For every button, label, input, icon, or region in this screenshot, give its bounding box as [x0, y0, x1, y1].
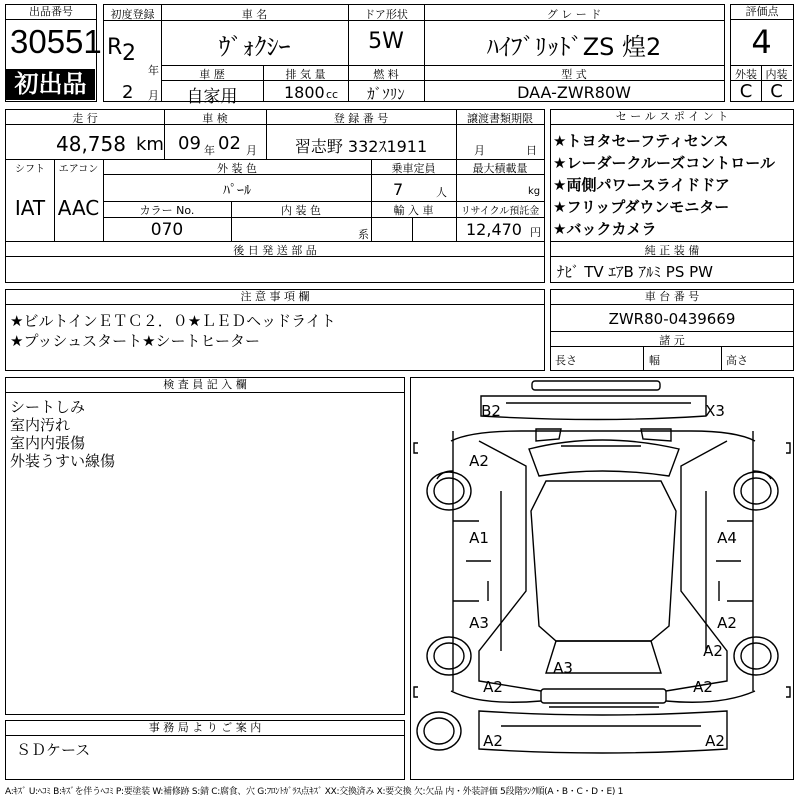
insp-year: 09 — [178, 133, 201, 154]
office-text: ＳＤケース — [16, 741, 91, 759]
grade-label: グ レ ー ド — [546, 8, 602, 21]
inspector-line-3: 室内内張傷 — [10, 434, 86, 452]
load-unit: kg — [528, 186, 541, 197]
inspection-label: 車 検 — [202, 112, 228, 125]
damage-mark: A2 — [469, 452, 489, 470]
score-value: 4 — [751, 23, 772, 61]
interior-label: 内装 — [765, 68, 788, 81]
notes-line-1: ★ビルトインＥＴＣ２．０★ＬＥＤヘッドライト — [10, 312, 336, 330]
equip-label: 純 正 装 備 — [644, 244, 700, 257]
color-label: 外 装 色 — [217, 162, 257, 175]
notes-box — [5, 289, 545, 371]
year-unit: 年 — [148, 64, 159, 77]
inspector-line-1: シートしみ — [10, 398, 86, 416]
intcolor-unit: 系 — [358, 228, 369, 241]
damage-mark: A3 — [553, 659, 573, 677]
damage-mark: A1 — [469, 529, 489, 547]
fuel-label: 燃 料 — [373, 68, 399, 81]
reg-month: 2 — [122, 82, 134, 103]
score-label: 評価点 — [731, 5, 793, 20]
sales-label: セ ー ル ス ポ イ ン ト — [551, 110, 793, 125]
insp-month: 02 — [218, 133, 241, 154]
inspector-box — [5, 377, 405, 715]
reg-label: 初度登録 — [110, 8, 155, 21]
interior-value: C — [770, 81, 783, 102]
chassis-value: ZWR80-0439669 — [608, 310, 736, 328]
office-label: 事 務 局 よ り ご 案 内 — [6, 721, 404, 736]
equip-value: ﾅﾋﾞ TV ｴｱB ｱﾙﾐ PS PW — [557, 263, 713, 281]
car-name: ｳﾞｫｸｼｰ — [218, 33, 291, 61]
width-label: 幅 — [649, 354, 660, 367]
sales-point-1: ★トヨタセーフティセンス — [553, 132, 729, 150]
door-value: 5W — [368, 29, 404, 54]
model-label: 型 式 — [561, 68, 587, 81]
header-main-box — [103, 4, 725, 107]
history-value: 自家用 — [186, 87, 238, 107]
name-label: 車 名 — [241, 8, 268, 21]
colorno-value: 070 — [150, 220, 184, 240]
first-listing-badge: 初出品 — [6, 69, 95, 100]
exterior-label: 外装 — [735, 68, 757, 81]
damage-mark: A2 — [703, 642, 723, 660]
shift-label: シフト — [15, 164, 45, 175]
recycle-label: リサイクル預託金 — [460, 206, 540, 217]
office-box — [5, 720, 405, 780]
inspector-line-2: 室内汚れ — [10, 416, 71, 434]
dims-label: 諸 元 — [659, 334, 685, 347]
displacement-unit: cc — [326, 88, 339, 101]
load-label: 最大積載量 — [472, 162, 528, 175]
ac-value: AAC — [57, 196, 100, 220]
history-label: 車 歴 — [199, 68, 225, 81]
model-value: DAA-ZWR80W — [517, 83, 631, 102]
regno-value: 習志野 332ｽ1911 — [294, 137, 428, 156]
vehicle-info-box — [5, 109, 545, 283]
import-label: 輸 入 車 — [393, 204, 434, 217]
capacity-value: 7 — [393, 180, 404, 199]
damage-mark: X3 — [705, 402, 725, 420]
damage-mark: A3 — [469, 614, 489, 632]
chassis-box — [550, 289, 794, 371]
sales-point-5: ★バックカメラ — [553, 220, 657, 238]
later-parts-label: 後 日 発 送 部 品 — [233, 244, 317, 257]
transfer-label: 譲渡書類期限 — [467, 112, 533, 125]
damage-mark: A2 — [705, 732, 725, 750]
reg-era: R — [107, 35, 123, 60]
grade-value: ﾊｲﾌﾞﾘｯﾄﾞZS 煌2 — [486, 33, 662, 61]
sales-point-3: ★両側パワースライドドア — [553, 176, 730, 194]
fuel-value: ｶﾞｿﾘﾝ — [367, 85, 405, 103]
intcolor-label: 内 装 色 — [281, 204, 321, 217]
car-diagram-box — [410, 377, 794, 780]
mileage-label: 走 行 — [72, 112, 98, 125]
sales-point-2: ★レーダークルーズコントロール — [553, 154, 775, 172]
inspector-label: 検 査 員 記 入 欄 — [6, 378, 404, 393]
insp-year-unit: 年 — [204, 144, 215, 157]
shift-value: IAT — [14, 196, 46, 220]
lot-label: 出品番号 — [6, 5, 96, 20]
mileage-unit: km — [136, 134, 164, 155]
damage-mark: A2 — [717, 614, 737, 632]
transfer-day: 日 — [526, 144, 537, 157]
damage-mark: B2 — [481, 402, 501, 420]
insp-month-unit: 月 — [246, 144, 257, 157]
score-box — [730, 4, 794, 102]
lot-number: 30551 — [10, 23, 102, 60]
damage-mark: A2 — [483, 732, 503, 750]
colorno-label: カラー No. — [139, 204, 195, 217]
ac-label: エアコン — [58, 164, 99, 175]
displacement-value: 1800 — [284, 83, 325, 102]
month-unit: 月 — [148, 89, 159, 102]
capacity-unit: 人 — [436, 186, 447, 199]
chassis-label: 車 台 番 号 — [551, 290, 793, 305]
legend-text: A:ｷｽﾞ U:ﾍｺﾐ B:ｷｽﾞを伴うﾍｺﾐ P:要塗装 W:補修跡 S:錆 C:腐食、穴 G:ﾌﾛﾝﾄｶﾞﾗｽ点ｷｽﾞ XX:交換済み X:要交換 欠:欠品 内・外装評価 5段階ﾗﾝｸ順(A・B・C・D・E) 1 — [5, 787, 624, 797]
recycle-value: 12,470 — [466, 220, 522, 239]
lot-number-box — [5, 4, 102, 102]
reg-year: 2 — [122, 41, 136, 66]
notes-line-2: ★プッシュスタート★シートヒーター — [10, 332, 260, 350]
door-label: ドア形状 — [364, 8, 408, 21]
regno-label: 登 録 番 号 — [333, 112, 389, 125]
damage-mark: A2 — [483, 678, 503, 696]
sales-points-box — [550, 109, 794, 283]
notes-label: 注 意 事 項 欄 — [6, 290, 544, 305]
recycle-unit: 円 — [530, 226, 541, 239]
transfer-month: 月 — [474, 144, 485, 157]
inspector-line-4: 外装うすい線傷 — [10, 452, 116, 470]
length-label: 長さ — [555, 354, 577, 367]
exterior-value: C — [739, 81, 753, 102]
color-value: ﾊﾟｰﾙ — [223, 183, 251, 199]
capacity-label: 乗車定員 — [391, 162, 436, 175]
mileage-value: 48,758 — [56, 132, 126, 156]
height-label: 高さ — [726, 354, 748, 367]
damage-mark: A2 — [693, 678, 713, 696]
damage-mark: A4 — [717, 529, 737, 547]
displacement-label: 排 気 量 — [285, 68, 326, 81]
car-diagram — [411, 378, 792, 778]
sales-point-4: ★フリップダウンモニター — [553, 198, 730, 216]
